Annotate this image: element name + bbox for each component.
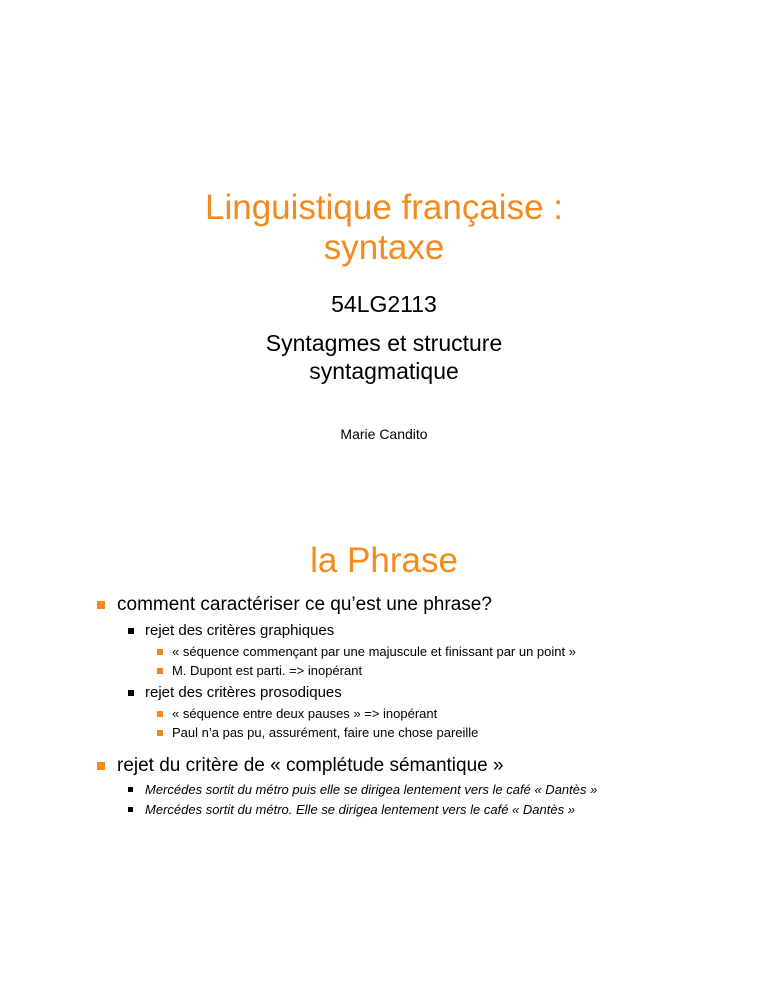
example-sentence-2: Mercédes sortit du métro. Elle se dirigea lentement vers le café « Dantès » xyxy=(145,802,575,817)
author: Marie Candito xyxy=(340,426,428,442)
bullet-square-icon xyxy=(157,711,163,717)
criterion-graphic-definition: « séquence commençant par une majuscule et finissant par un point » xyxy=(172,644,576,659)
example-sentence-1: Mercédes sortit du métro puis elle se dirigea lentement vers le café « Dantès » xyxy=(145,782,598,797)
bullet-square-icon xyxy=(97,762,105,770)
subtitle-line2: syntagmatique xyxy=(309,358,459,384)
bullet-square-icon xyxy=(157,668,163,674)
criterion-prosodic: rejet des critères prosodiques xyxy=(145,684,342,701)
bullet-square-icon xyxy=(157,730,163,736)
bullet-square-icon xyxy=(128,787,133,792)
course-code: 54LG2113 xyxy=(331,291,437,317)
criterion-prosodic-example: Paul n’a pas pu, assurément, faire une chose pareille xyxy=(172,725,479,740)
bullet-square-icon xyxy=(97,601,105,609)
question-1: comment caractériser ce qu’est une phrase? xyxy=(117,594,492,615)
bullet-square-icon xyxy=(157,649,163,655)
criterion-graphic: rejet des critères graphiques xyxy=(145,622,335,639)
subtitle-line1: Syntagmes et structure xyxy=(265,330,503,356)
slide2-title: la Phrase xyxy=(310,541,458,580)
bullet-square-icon xyxy=(128,690,134,696)
slide1-title-line1: Linguistique française : xyxy=(205,188,563,227)
question-2: rejet du critère de « complétude sémantique » xyxy=(117,755,504,776)
bullet-square-icon xyxy=(128,628,134,634)
bullet-square-icon xyxy=(128,807,133,812)
criterion-prosodic-definition: « séquence entre deux pauses » => inopérant xyxy=(172,706,438,721)
criterion-graphic-example: M. Dupont est parti. => inopérant xyxy=(172,663,363,678)
slide1-title-line2: syntaxe xyxy=(323,228,445,267)
